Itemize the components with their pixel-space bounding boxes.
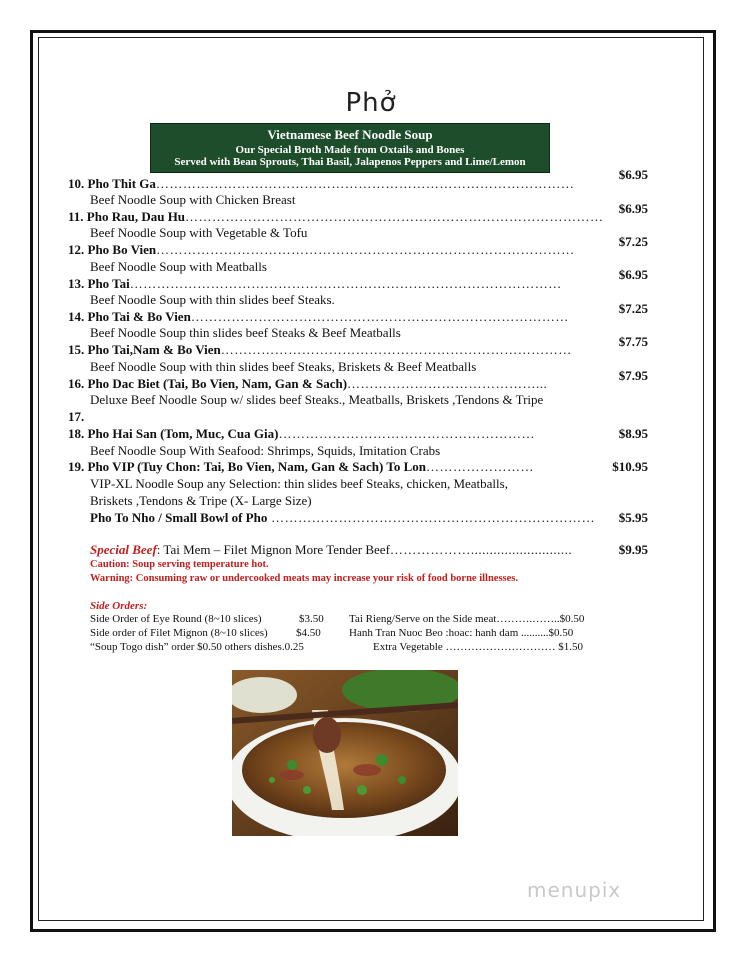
side-order-price: $3.50 — [299, 613, 324, 625]
menu-item-description: Beef Noodle Soup with Vegetable & Tofu — [90, 225, 308, 240]
menu-item-name: 11. Pho Rau, Dau Hu………………………………………………………………………………… — [68, 209, 604, 224]
menu-item-name: 10. Pho Thit Ga………………………………………………………………………………… — [68, 176, 575, 191]
menu-item-price: $6.95 — [618, 167, 648, 182]
caution-note: Caution: Soup serving temperature hot. — [90, 559, 269, 570]
menu-item-name: 18. Pho Hai San (Tom, Muc, Cua Gia)………………………………………………… — [68, 426, 535, 441]
banner-served-with: Served with Bean Sprouts, Thai Basil, Jalapenos Peppers and Lime/Lemon — [174, 156, 526, 168]
menu-item-name: 17. — [68, 409, 85, 424]
menu-item-description: Beef Noodle Soup with Meatballs — [90, 259, 267, 274]
banner-heading: Vietnamese Beef Noodle Soup — [267, 127, 433, 142]
menu-item-price: $5.95 — [618, 510, 648, 525]
menu-item-description: Deluxe Beef Noodle Soup w/ slides beef Steaks., Meatballs, Briskets ,Tendons & Tripe — [90, 392, 544, 407]
menu-item-price: $7.95 — [618, 368, 648, 383]
menu-item-price: $10.95 — [612, 459, 648, 474]
menu-item-description: Briskets ,Tendons & Tripe (X- Large Size) — [90, 493, 312, 508]
menu-item-price: $7.25 — [618, 301, 648, 316]
menu-item-name: 15. Pho Tai,Nam & Bo Vien…………………………………………………………………… — [68, 342, 572, 357]
menu-item-name: 12. Pho Bo Vien………………………………………………………………………………… — [68, 242, 575, 257]
menu-item-name: 19. Pho VIP (Tuy Chon: Tai, Bo Vien, Nam, Gan & Sach) To Lon…………………… — [68, 459, 534, 474]
pho-bowl-photo — [232, 670, 458, 836]
menu-item-name: 13. Pho Tai…………………………………………………………………………………… — [68, 276, 562, 291]
side-order-item: Extra Vegetable ………………………… $1.50 — [373, 641, 583, 653]
menu-item-description: Beef Noodle Soup with Chicken Breast — [90, 192, 296, 207]
menu-item-price: $6.95 — [618, 201, 648, 216]
special-beef-line: Special Beef: Tai Mem – Filet Mignon More Tender Beef………………........................... — [90, 542, 573, 557]
side-order-item: Hanh Tran Nuoc Beo :hoac: hanh dam ..........$0.50 — [349, 627, 574, 639]
side-order-item: Tai Rieng/Serve on the Side meat……….……..$0.50 — [349, 613, 585, 625]
menu-item-name: 16. Pho Dac Biet (Tai, Bo Vien, Nam, Gan & Sach)……………………………………... — [68, 376, 548, 391]
menu-item-name: Pho To Nho / Small Bowl of Pho ……………………………………………………………… — [90, 510, 596, 525]
side-order-price: $4.50 — [296, 627, 321, 639]
menu-item-description: Beef Noodle Soup thin slides beef Steaks & Beef Meatballs — [90, 325, 401, 340]
menu-item-price: $6.95 — [618, 267, 648, 282]
menu-item-description: Beef Noodle Soup with thin slides beef Steaks. — [90, 292, 335, 307]
warning-note: Warning: Consuming raw or undercooked meats may increase your risk of food borne illnesses. — [90, 573, 518, 584]
menu-item-description: Beef Noodle Soup with thin slides beef Steaks, Briskets & Beef Meatballs — [90, 359, 477, 374]
menu-item-name: 14. Pho Tai & Bo Vien………………………………………………………………………… — [68, 309, 569, 324]
side-order-item: Side Order of Eye Round (8~10 slices) — [90, 613, 262, 625]
side-order-item: Side order of Filet Mignon (8~10 slices) — [90, 627, 268, 639]
menu-item-price: $7.25 — [618, 234, 648, 249]
section-banner — [150, 123, 550, 173]
menu-item-price: $7.75 — [618, 334, 648, 349]
banner-subheading: Our Special Broth Made from Oxtails and Bones — [235, 144, 465, 156]
side-order-item: “Soup Togo dish” order $0.50 others dishes.0.25 — [90, 641, 304, 653]
menu-title: Phở — [345, 88, 397, 118]
special-beef-price: $9.95 — [618, 542, 648, 557]
special-beef-text: : Tai Mem – Filet Mignon More Tender Beef — [156, 542, 390, 557]
special-beef-label: Special Beef — [90, 542, 157, 557]
menu-item-price: $8.95 — [618, 426, 648, 441]
menu-item-description: Beef Noodle Soup With Seafood: Shrimps, Squids, Imitation Crabs — [90, 443, 441, 458]
menu-item-description: VIP-XL Noodle Soup any Selection: thin slides beef Steaks, chicken, Meatballs, — [90, 476, 508, 491]
side-orders-heading: Side Orders: — [90, 600, 148, 612]
watermark-logo: menupix — [527, 878, 622, 902]
